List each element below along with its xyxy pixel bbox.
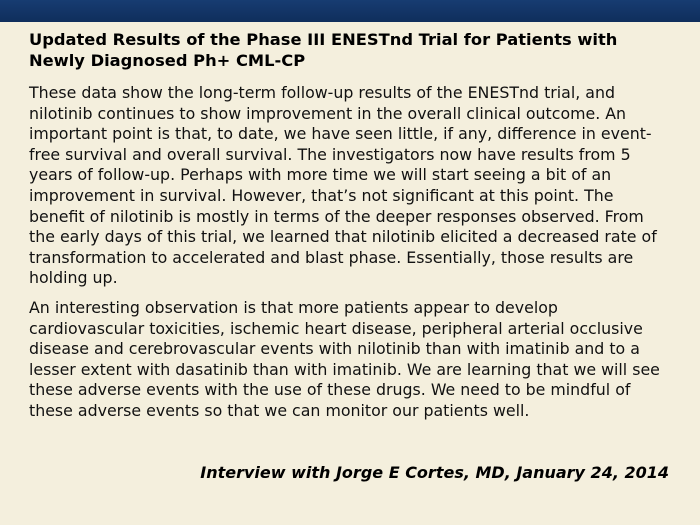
- interview-attribution: Interview with Jorge E Cortes, MD, January 24, 2014: [200, 463, 669, 482]
- slide-content: [29, 30, 673, 422]
- body-paragraph-1: These data show the long-term follow-up results of the ENESTnd trial, and nilotinib continues to show improvement in the overall clinical outcome. An important point is that, to date, we have seen little, if any, difference in event-free survival and overall survival. The investigators now have results from 5 years of follow-up. Perhaps with more time we will start seeing a bit of an improvement in survival. However, that’s not significant at this point. The benefit of nilotinib is mostly in terms of the deeper responses observed. From the early days of this trial, we learned that nilotinib elicited a decreased rate of transformation to accelerated and blast phase. Essentially, those results are holding up.: [29, 83, 657, 288]
- header-bar: [0, 0, 700, 22]
- body-paragraph-2: An interesting observation is that more patients appear to develop cardiovascular toxicities, ischemic heart disease, peripheral arterial occlusive disease and cerebrovascular events with nilotinib than with imatinib and to a lesser extent with dasatinib than with imatinib. We are learning that we will see these adverse events with the use of these drugs. We need to be mindful of these adverse events so that we can monitor our patients well.: [29, 297, 660, 420]
- slide-title: Updated Results of the Phase III ENESTnd Trial for Patients with Newly Diagnosed Ph+ CML-CP: [29, 30, 618, 70]
